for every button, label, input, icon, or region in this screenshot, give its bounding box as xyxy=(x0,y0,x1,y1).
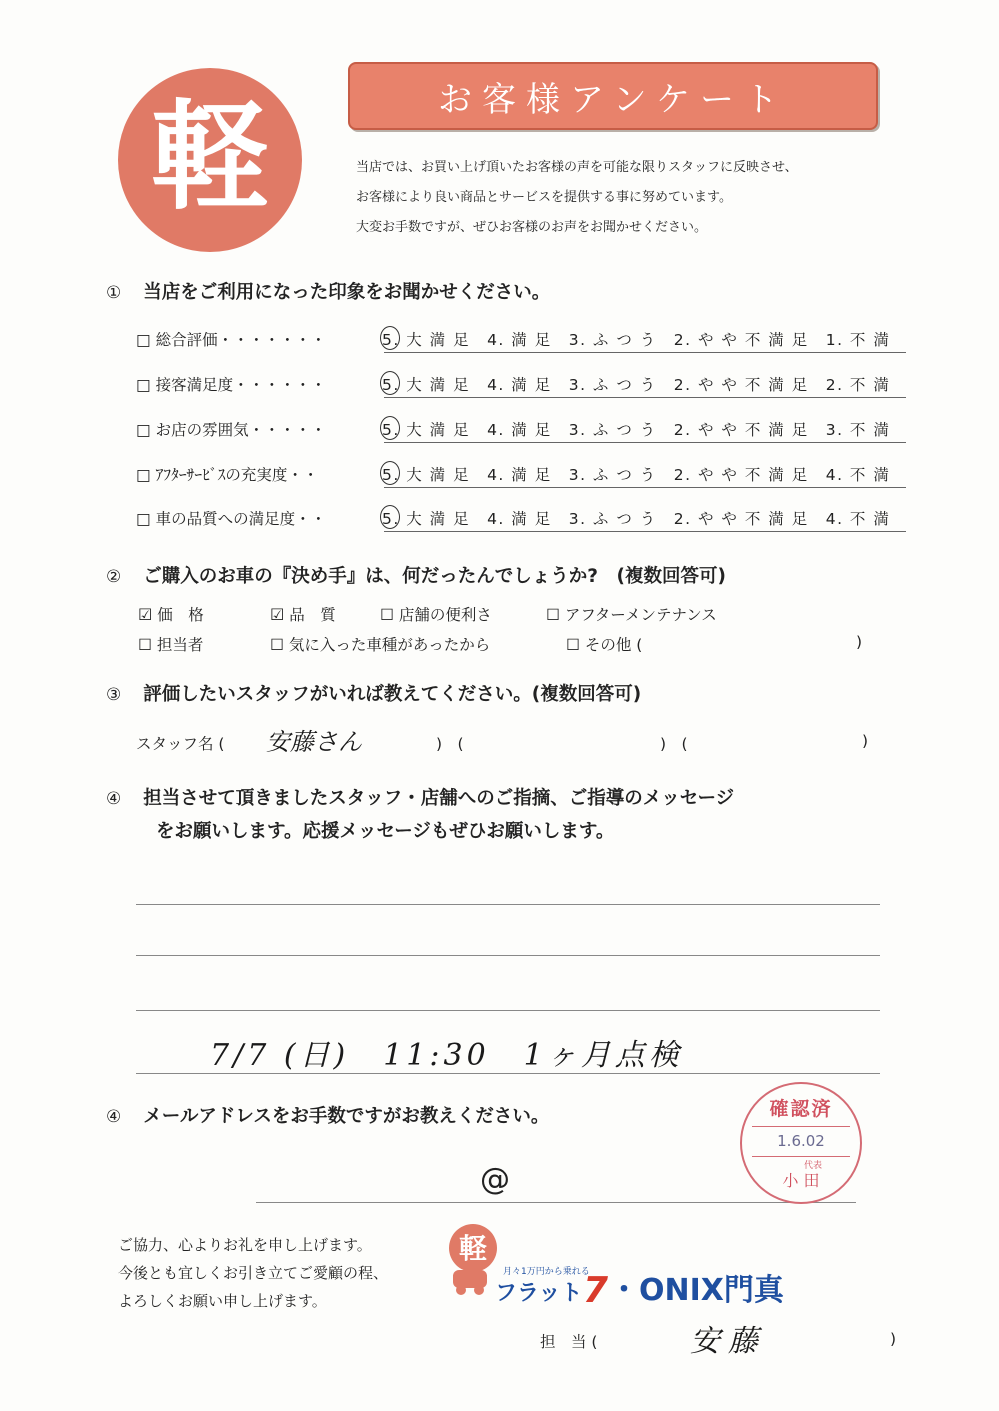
row-underline xyxy=(384,352,906,353)
stamp-date: 1.6.02 xyxy=(777,1132,825,1150)
staff-paren-2: ) ( xyxy=(660,735,688,753)
brand-seven: 7 xyxy=(583,1270,609,1311)
rating-label: □ 接客満足度・・・・・・ xyxy=(136,376,327,394)
checked-checkbox-icon[interactable]: ☑ xyxy=(138,605,153,624)
q3-text: 評価したいスタッフがいれば教えてください。(複数回答可) xyxy=(143,684,642,705)
q4-heading xyxy=(106,784,734,810)
footer-line-2: 今後とも宜しくお引き立てご愛顧の程、 xyxy=(118,1264,389,1282)
message-handwritten[interactable]: 7/7 (日) 11:30 1ヶ月点検 xyxy=(210,1038,683,1073)
q4-line-2: をお願いします。応援メッセージもぜひお願いします。 xyxy=(156,821,615,842)
message-line-1 xyxy=(136,904,880,905)
rating-scale: 5. 大 満 足 4. 満 足 3. ふ つ う 2. や や 不 満 足 2. 不 満 xyxy=(382,376,891,394)
row-underline xyxy=(384,487,906,488)
rating-label: □ お店の雰囲気・・・・・ xyxy=(136,421,327,439)
option-convenience[interactable] xyxy=(380,603,492,625)
q2-number: ② xyxy=(106,567,122,587)
rating-row-aftercare[interactable] xyxy=(136,459,906,489)
rating-scale: 5. 大 満 足 4. 満 足 3. ふ つ う 2. や や 不 満 足 3. 不 満 xyxy=(382,421,891,439)
checkbox-icon[interactable]: ☐ xyxy=(270,636,284,654)
page-title: お客様アンケート xyxy=(438,79,788,120)
rating-row-overall[interactable] xyxy=(136,324,906,354)
footer-line-3: よろしくお願い申し上げます。 xyxy=(118,1292,327,1310)
message-line-3 xyxy=(136,1010,880,1011)
q2-heading xyxy=(106,562,726,588)
rating-scale: 5. 大 満 足 4. 満 足 3. ふ つ う 2. や や 不 満 足 4. 不 満 xyxy=(382,510,891,528)
q5-text: メールアドレスをお手数ですがお教えください。 xyxy=(143,1106,550,1127)
checkbox-icon[interactable]: ☐ xyxy=(380,606,394,624)
staff-paren-1: ) ( xyxy=(436,735,464,753)
rating-row-quality[interactable] xyxy=(136,503,906,533)
rating-label: □ 車の品質への満足度・・ xyxy=(136,510,327,528)
checkbox-icon[interactable]: ☐ xyxy=(546,606,560,624)
checked-checkbox-icon[interactable]: ☑ xyxy=(270,605,285,624)
brand-onix-text: ・ONIX門真 xyxy=(609,1273,784,1308)
option-model-label: 気に入った車種があったから xyxy=(288,636,491,654)
stamp-top: 確認済 xyxy=(769,1098,833,1120)
rating-scale: 5. 大 満 足 4. 満 足 3. ふ つ う 2. や や 不 満 足 4. 不 満 xyxy=(382,466,891,484)
option-staff[interactable] xyxy=(138,633,203,655)
option-price-label: 価 格 xyxy=(157,606,204,624)
footer-line-1: ご協力、心よりお礼を申し上げます。 xyxy=(118,1236,372,1254)
rating-scale: 5. 大 満 足 4. 満 足 3. ふ つ う 2. や や 不 満 足 1. 不 満 xyxy=(382,331,891,349)
q3-number: ③ xyxy=(106,685,122,705)
stamp-small: 代表 xyxy=(804,1161,823,1171)
option-staff-label: 担当者 xyxy=(156,636,204,654)
kei-logo xyxy=(110,60,310,260)
tantou-close: ) xyxy=(890,1330,897,1348)
staff-label: スタッフ名 ( xyxy=(136,735,225,753)
rating-label: □ 総合評価・・・・・・・ xyxy=(136,331,327,349)
option-convenience-label: 店舗の便利さ xyxy=(398,606,492,624)
tantou-handwritten[interactable]: 安藤 xyxy=(690,1324,766,1359)
title-banner xyxy=(348,62,878,130)
stamp-name: 小 田 xyxy=(782,1171,820,1190)
row-underline xyxy=(384,397,906,398)
staff-paren-end: ) xyxy=(862,732,869,750)
row-underline xyxy=(384,442,906,443)
intro-line-3: 大変お手数ですが、ぜひお客様のお声をお聞かせください。 xyxy=(356,220,708,235)
option-maintenance[interactable] xyxy=(546,603,717,625)
q1-heading xyxy=(106,278,550,304)
rating-row-atmosphere[interactable] xyxy=(136,414,906,444)
q5-heading xyxy=(106,1102,549,1128)
q1-number: ① xyxy=(106,283,122,303)
option-quality-label: 品 質 xyxy=(289,606,336,624)
q1-text: 当店をご利用になった印象をお聞かせください。 xyxy=(143,282,551,303)
tantou-label: 担 当 ( xyxy=(540,1333,598,1351)
intro-line-2: お客様により良い商品とサービスを提供する事に努めています。 xyxy=(356,190,732,205)
option-quality[interactable] xyxy=(270,603,336,625)
rating-row-service[interactable] xyxy=(136,369,906,399)
option-price[interactable] xyxy=(138,603,204,625)
q5-number: ④ xyxy=(106,1107,122,1127)
confirmation-stamp xyxy=(740,1082,862,1204)
brand-logo xyxy=(447,1222,899,1312)
option-other-label: その他 ( xyxy=(584,636,643,654)
intro-line-1: 当店では、お買い上げ頂いたお客様の声を可能な限りスタッフに反映させ、 xyxy=(356,160,798,175)
q4-number: ④ xyxy=(106,789,122,809)
message-line-2 xyxy=(136,955,880,956)
q2-text: ご購入のお車の『決め手』は、何だったんでしょうか? (複数回答可) xyxy=(143,566,726,587)
row-underline xyxy=(384,531,906,532)
rating-label: □ ｱﾌﾀｰｻｰﾋﾞｽの充実度・・ xyxy=(136,466,319,484)
brand-kei-char: 軽 xyxy=(458,1232,488,1265)
brand-flat-text: フラット xyxy=(495,1281,583,1306)
q4-line-1: 担当させて頂きましたスタッフ・店舗へのご指摘、ご指導のメッセージ xyxy=(143,788,735,809)
at-symbol: @ xyxy=(480,1162,510,1197)
checkbox-icon[interactable]: ☐ xyxy=(566,636,580,654)
staff-name-handwritten[interactable]: 安藤さん xyxy=(266,728,362,756)
brand-small-text: 月々1万円から乗れる xyxy=(503,1267,590,1277)
email-line[interactable] xyxy=(256,1202,856,1203)
option-maintenance-label: アフターメンテナンス xyxy=(564,606,717,624)
option-other-close: ) xyxy=(856,633,863,651)
logo-char: 軽 xyxy=(150,88,270,226)
option-other[interactable] xyxy=(566,633,642,655)
checkbox-icon[interactable]: ☐ xyxy=(138,636,152,654)
option-model[interactable] xyxy=(270,633,490,655)
q3-heading xyxy=(106,680,641,706)
